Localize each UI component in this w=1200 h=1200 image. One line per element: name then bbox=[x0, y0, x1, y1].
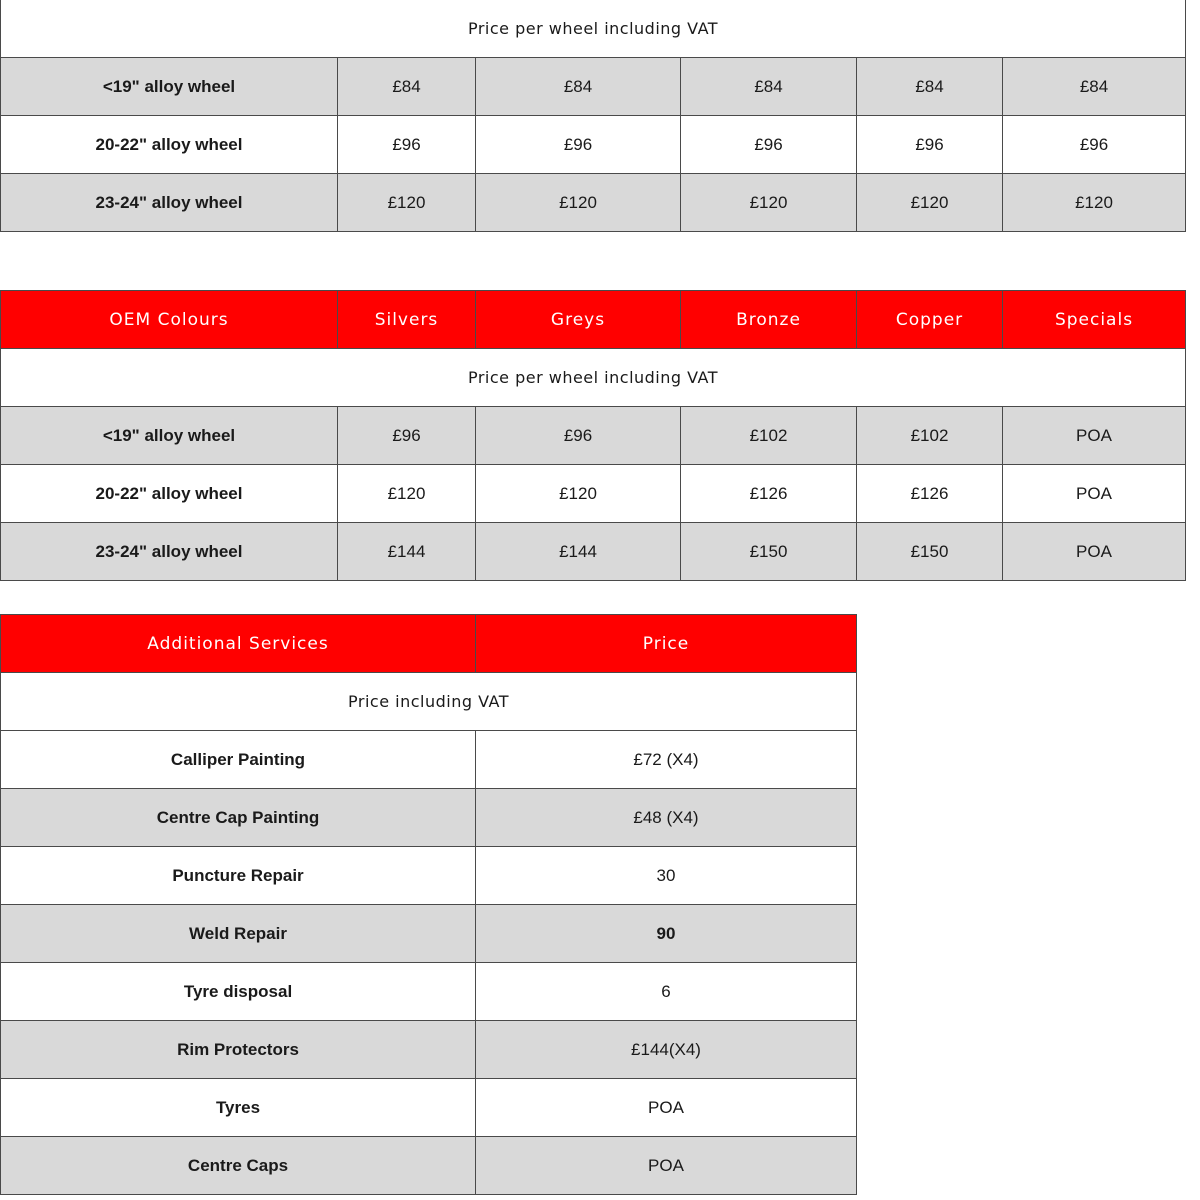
table-row bbox=[1, 847, 857, 905]
price-cell: £150 bbox=[857, 523, 1003, 581]
price-cell: £120 bbox=[1003, 174, 1186, 232]
row-label: 23-24" alloy wheel bbox=[1, 174, 338, 232]
table-row bbox=[1, 465, 1186, 523]
column-header: Price bbox=[476, 615, 857, 673]
service-price: £48 (X4) bbox=[476, 789, 857, 847]
table-row bbox=[1, 789, 857, 847]
additional-services-table bbox=[0, 614, 857, 1195]
price-cell: £84 bbox=[338, 58, 476, 116]
subheader-row bbox=[1, 349, 1186, 407]
column-header: Specials bbox=[1003, 291, 1186, 349]
table-row bbox=[1, 116, 1186, 174]
price-cell: £96 bbox=[338, 116, 476, 174]
table-row bbox=[1, 523, 1186, 581]
row-label: 20-22" alloy wheel bbox=[1, 465, 338, 523]
price-cell: £96 bbox=[681, 116, 857, 174]
service-price: £72 (X4) bbox=[476, 731, 857, 789]
table-row bbox=[1, 1021, 857, 1079]
table-row bbox=[1, 58, 1186, 116]
price-cell: £126 bbox=[681, 465, 857, 523]
price-cell: POA bbox=[1003, 523, 1186, 581]
price-cell: £84 bbox=[476, 58, 681, 116]
price-cell: £150 bbox=[681, 523, 857, 581]
price-cell: £120 bbox=[857, 174, 1003, 232]
price-cell: £84 bbox=[681, 58, 857, 116]
table-row bbox=[1, 1079, 857, 1137]
price-cell: £144 bbox=[338, 523, 476, 581]
price-cell: £120 bbox=[476, 174, 681, 232]
table-row bbox=[1, 905, 857, 963]
service-label: Puncture Repair bbox=[1, 847, 476, 905]
table-row bbox=[1, 963, 857, 1021]
row-label: 23-24" alloy wheel bbox=[1, 523, 338, 581]
column-header: Additional Services bbox=[1, 615, 476, 673]
oem-colour-price-table bbox=[0, 290, 1186, 581]
price-cell: £96 bbox=[476, 407, 681, 465]
table-row bbox=[1, 407, 1186, 465]
price-cell: £96 bbox=[338, 407, 476, 465]
service-price: POA bbox=[476, 1079, 857, 1137]
table-row bbox=[1, 1137, 857, 1195]
price-cell: POA bbox=[1003, 407, 1186, 465]
standard-colour-price-table bbox=[0, 0, 1186, 232]
service-label: Centre Caps bbox=[1, 1137, 476, 1195]
service-price: 30 bbox=[476, 847, 857, 905]
column-header: Copper bbox=[857, 291, 1003, 349]
price-cell: £96 bbox=[857, 116, 1003, 174]
column-header: Silvers bbox=[338, 291, 476, 349]
service-label: Tyre disposal bbox=[1, 963, 476, 1021]
service-label: Tyres bbox=[1, 1079, 476, 1137]
header-row bbox=[1, 615, 857, 673]
price-cell: £102 bbox=[857, 407, 1003, 465]
price-cell: £102 bbox=[681, 407, 857, 465]
table-subheader: Price per wheel including VAT bbox=[1, 0, 1186, 58]
price-cell: POA bbox=[1003, 465, 1186, 523]
column-header: Bronze bbox=[681, 291, 857, 349]
service-label: Rim Protectors bbox=[1, 1021, 476, 1079]
service-price: 6 bbox=[476, 963, 857, 1021]
price-cell: £84 bbox=[857, 58, 1003, 116]
service-price: POA bbox=[476, 1137, 857, 1195]
subheader-row bbox=[1, 673, 857, 731]
row-label: <19" alloy wheel bbox=[1, 407, 338, 465]
price-cell: £96 bbox=[476, 116, 681, 174]
price-cell: £120 bbox=[338, 174, 476, 232]
table-row bbox=[1, 731, 857, 789]
column-header: Greys bbox=[476, 291, 681, 349]
price-cell: £120 bbox=[338, 465, 476, 523]
price-cell: £144 bbox=[476, 523, 681, 581]
price-cell: £126 bbox=[857, 465, 1003, 523]
table-subheader: Price including VAT bbox=[1, 673, 857, 731]
price-cell: £84 bbox=[1003, 58, 1186, 116]
price-cell: £120 bbox=[476, 465, 681, 523]
service-label: Calliper Painting bbox=[1, 731, 476, 789]
service-price: £144(X4) bbox=[476, 1021, 857, 1079]
header-row bbox=[1, 291, 1186, 349]
subheader-row bbox=[1, 0, 1186, 58]
price-cell: £96 bbox=[1003, 116, 1186, 174]
row-label: <19" alloy wheel bbox=[1, 58, 338, 116]
column-header: OEM Colours bbox=[1, 291, 338, 349]
row-label: 20-22" alloy wheel bbox=[1, 116, 338, 174]
service-price: 90 bbox=[476, 905, 857, 963]
table-subheader: Price per wheel including VAT bbox=[1, 349, 1186, 407]
service-label: Centre Cap Painting bbox=[1, 789, 476, 847]
table-row bbox=[1, 174, 1186, 232]
price-cell: £120 bbox=[681, 174, 857, 232]
service-label: Weld Repair bbox=[1, 905, 476, 963]
